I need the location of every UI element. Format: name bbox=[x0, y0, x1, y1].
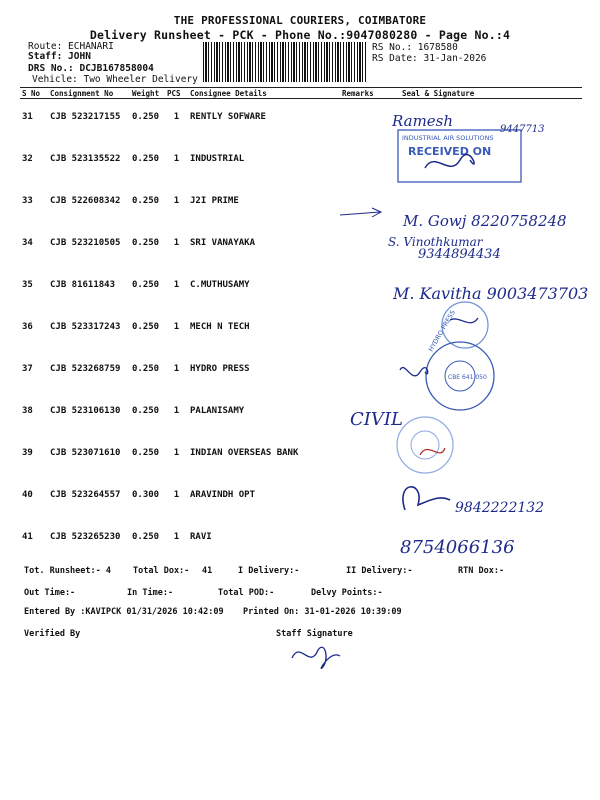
in-time: In Time:- bbox=[127, 588, 174, 598]
row-seal-signature bbox=[390, 309, 582, 351]
row40-handwriting: 9842222132 bbox=[455, 500, 545, 516]
runsheet-table bbox=[20, 87, 582, 561]
row-seal-signature bbox=[390, 183, 582, 225]
row-consignee: RAVI bbox=[190, 532, 212, 542]
row-remarks bbox=[340, 183, 390, 225]
col-consignee: Consignee Details bbox=[188, 88, 340, 99]
table-row bbox=[20, 141, 582, 183]
route-label: Route: ECHANARI bbox=[28, 41, 114, 52]
row-seal-signature bbox=[390, 519, 582, 561]
total-pod: Total POD:- bbox=[218, 588, 275, 598]
vehicle-label: Vehicle: Two Wheeler Delivery bbox=[32, 74, 198, 85]
row-pcs: 1 bbox=[173, 238, 180, 248]
row-consignment: CJB 523265230 bbox=[50, 532, 121, 542]
row-pcs: 1 bbox=[173, 532, 180, 542]
row-seal-signature bbox=[390, 141, 582, 183]
row-seal-signature bbox=[390, 393, 582, 435]
row-consignee: PALANISAMY bbox=[190, 406, 245, 416]
row-pcs: 1 bbox=[173, 322, 180, 332]
row-consignment: CJB 523210505 bbox=[50, 238, 121, 248]
row-remarks bbox=[340, 477, 390, 519]
row-consignment: CJB 81611843 bbox=[50, 280, 116, 290]
row-consignee: INDUSTRIAL bbox=[190, 154, 245, 164]
barcode bbox=[203, 42, 368, 82]
row-weight: 0.250 bbox=[132, 196, 160, 206]
row-weight: 0.250 bbox=[132, 154, 160, 164]
row-remarks bbox=[340, 351, 390, 393]
row-remarks bbox=[340, 435, 390, 477]
i-delivery: I Delivery:- bbox=[238, 566, 300, 576]
table-row bbox=[20, 225, 582, 267]
row-pcs: 1 bbox=[173, 196, 180, 206]
row-pcs: 1 bbox=[173, 490, 180, 500]
staff-signature-label: Staff Signature bbox=[276, 629, 353, 639]
table-row bbox=[20, 393, 582, 435]
total-dox-label: Total Dox:- bbox=[133, 566, 190, 576]
row-weight: 0.250 bbox=[132, 448, 160, 458]
drs-number: DRS No.: DCJB167858004 bbox=[28, 63, 154, 74]
delvy-points: Delvy Points:- bbox=[311, 588, 383, 598]
row-pcs: 1 bbox=[173, 406, 180, 416]
table-row bbox=[20, 183, 582, 225]
row35-handwriting: M. Kavitha 9003473703 bbox=[393, 284, 589, 303]
row-weight: 0.300 bbox=[132, 490, 160, 500]
row-remarks bbox=[340, 393, 390, 435]
row-consignee: J2I PRIME bbox=[190, 196, 239, 206]
row-pcs: 1 bbox=[173, 112, 180, 122]
row-consignee: HYDRO PRESS bbox=[190, 364, 250, 374]
row-consignment: CJB 523217155 bbox=[50, 112, 121, 122]
table-row bbox=[20, 519, 582, 561]
table-row bbox=[20, 99, 582, 142]
row-remarks bbox=[340, 141, 390, 183]
row-sno: 35 bbox=[22, 280, 33, 290]
col-weight: Weight bbox=[130, 88, 165, 99]
stamp-hydro: HYDRO PRESS bbox=[426, 308, 457, 353]
row33-handwriting: M. Gowj 8220758248 bbox=[403, 212, 567, 230]
row-weight: 0.250 bbox=[132, 238, 160, 248]
row-sno: 34 bbox=[22, 238, 33, 248]
runsheet-subtitle: Delivery Runsheet - PCK - Phone No.:9047080280 - Page No.:4 bbox=[89, 28, 511, 42]
col-pcs: PCS bbox=[165, 88, 188, 99]
company-title: THE PROFESSIONAL COURIERS, COIMBATORE bbox=[173, 14, 427, 27]
row-sno: 38 bbox=[22, 406, 33, 416]
row-seal-signature bbox=[390, 99, 582, 142]
table-row bbox=[20, 309, 582, 351]
row-weight: 0.250 bbox=[132, 406, 160, 416]
rtn-dox: RTN Dox:- bbox=[458, 566, 505, 576]
row41-handwriting: 8754066136 bbox=[400, 537, 515, 558]
row-sno: 40 bbox=[22, 490, 33, 500]
row-sno: 32 bbox=[22, 154, 33, 164]
row-seal-signature bbox=[390, 351, 582, 393]
row-consignee: MECH N TECH bbox=[190, 322, 250, 332]
row-sno: 41 bbox=[22, 532, 33, 542]
row38-handwriting: CIVIL bbox=[350, 409, 403, 430]
row-seal-signature bbox=[390, 435, 582, 477]
row-sno: 31 bbox=[22, 112, 33, 122]
stamp-cbe: CBE 641 050 bbox=[448, 374, 487, 381]
row-remarks bbox=[340, 225, 390, 267]
stamp-company: INDUSTRIAL AIR SOLUTIONS bbox=[402, 134, 494, 142]
row-consignee: INDIAN OVERSEAS BANK bbox=[190, 448, 299, 458]
row-sno: 37 bbox=[22, 364, 33, 374]
row-pcs: 1 bbox=[173, 280, 180, 290]
row-weight: 0.250 bbox=[132, 112, 160, 122]
row-pcs: 1 bbox=[173, 154, 180, 164]
row-remarks bbox=[340, 519, 390, 561]
table-row bbox=[20, 267, 582, 309]
row-consignee: SRI VANAYAKA bbox=[190, 238, 256, 248]
col-seal-signature: Seal & Signature bbox=[390, 88, 582, 99]
table-row bbox=[20, 435, 582, 477]
row-remarks bbox=[340, 99, 390, 142]
table-row bbox=[20, 351, 582, 393]
row-consignment: CJB 523268759 bbox=[50, 364, 121, 374]
entered-by: Entered By :KAVIPCK 01/31/2026 10:42:09 bbox=[24, 607, 224, 617]
row-weight: 0.250 bbox=[132, 280, 160, 290]
row-pcs: 1 bbox=[173, 448, 180, 458]
row32-phone: 9447713 bbox=[500, 124, 545, 135]
rs-number: RS No.: 1678580 bbox=[372, 42, 458, 53]
row-pcs: 1 bbox=[173, 364, 180, 374]
verified-by: Verified By bbox=[24, 629, 81, 639]
row-weight: 0.250 bbox=[132, 364, 160, 374]
col-remarks: Remarks bbox=[340, 88, 390, 99]
table-row bbox=[20, 477, 582, 519]
row-consignment: CJB 523106130 bbox=[50, 406, 121, 416]
out-time: Out Time:- bbox=[24, 588, 76, 598]
row-consignment: CJB 523264557 bbox=[50, 490, 121, 500]
printed-on: Printed On: 31-01-2026 10:39:09 bbox=[243, 607, 402, 617]
row-sno: 33 bbox=[22, 196, 33, 206]
row-weight: 0.250 bbox=[132, 322, 160, 332]
row34-phone: 9344894434 bbox=[418, 247, 501, 262]
table-header bbox=[20, 88, 582, 99]
row-sno: 36 bbox=[22, 322, 33, 332]
row-consignment: CJB 523071610 bbox=[50, 448, 121, 458]
staff-signature-ink bbox=[292, 647, 340, 668]
row-seal-signature bbox=[390, 225, 582, 267]
row-seal-signature bbox=[390, 267, 582, 309]
total-dox-value: 41 bbox=[202, 566, 213, 576]
row-weight: 0.250 bbox=[132, 532, 160, 542]
row-consignment: CJB 522608342 bbox=[50, 196, 121, 206]
row-consignee: C.MUTHUSAMY bbox=[190, 280, 250, 290]
row-seal-signature bbox=[390, 477, 582, 519]
row-consignee: RENTLY SOFWARE bbox=[190, 112, 266, 122]
row-sno: 39 bbox=[22, 448, 33, 458]
row34-name: S. Vinothkumar bbox=[388, 235, 483, 249]
row31-signature: Ramesh bbox=[392, 112, 454, 130]
row-consignment: CJB 523317243 bbox=[50, 322, 121, 332]
stamp-received: RECEIVED ON bbox=[408, 145, 492, 158]
total-runsheet: Tot. Runsheet:- 4 bbox=[24, 566, 111, 576]
rs-date: RS Date: 31-Jan-2026 bbox=[372, 53, 487, 64]
row-consignee: ARAVINDH OPT bbox=[190, 490, 256, 500]
col-sno: S No bbox=[20, 88, 48, 99]
row-remarks bbox=[340, 309, 390, 351]
ii-delivery: II Delivery:- bbox=[346, 566, 413, 576]
col-consignment: Consignment No bbox=[48, 88, 130, 99]
row-consignment: CJB 523135522 bbox=[50, 154, 121, 164]
staff-label: Staff: JOHN bbox=[28, 51, 91, 62]
row-remarks bbox=[340, 267, 390, 309]
